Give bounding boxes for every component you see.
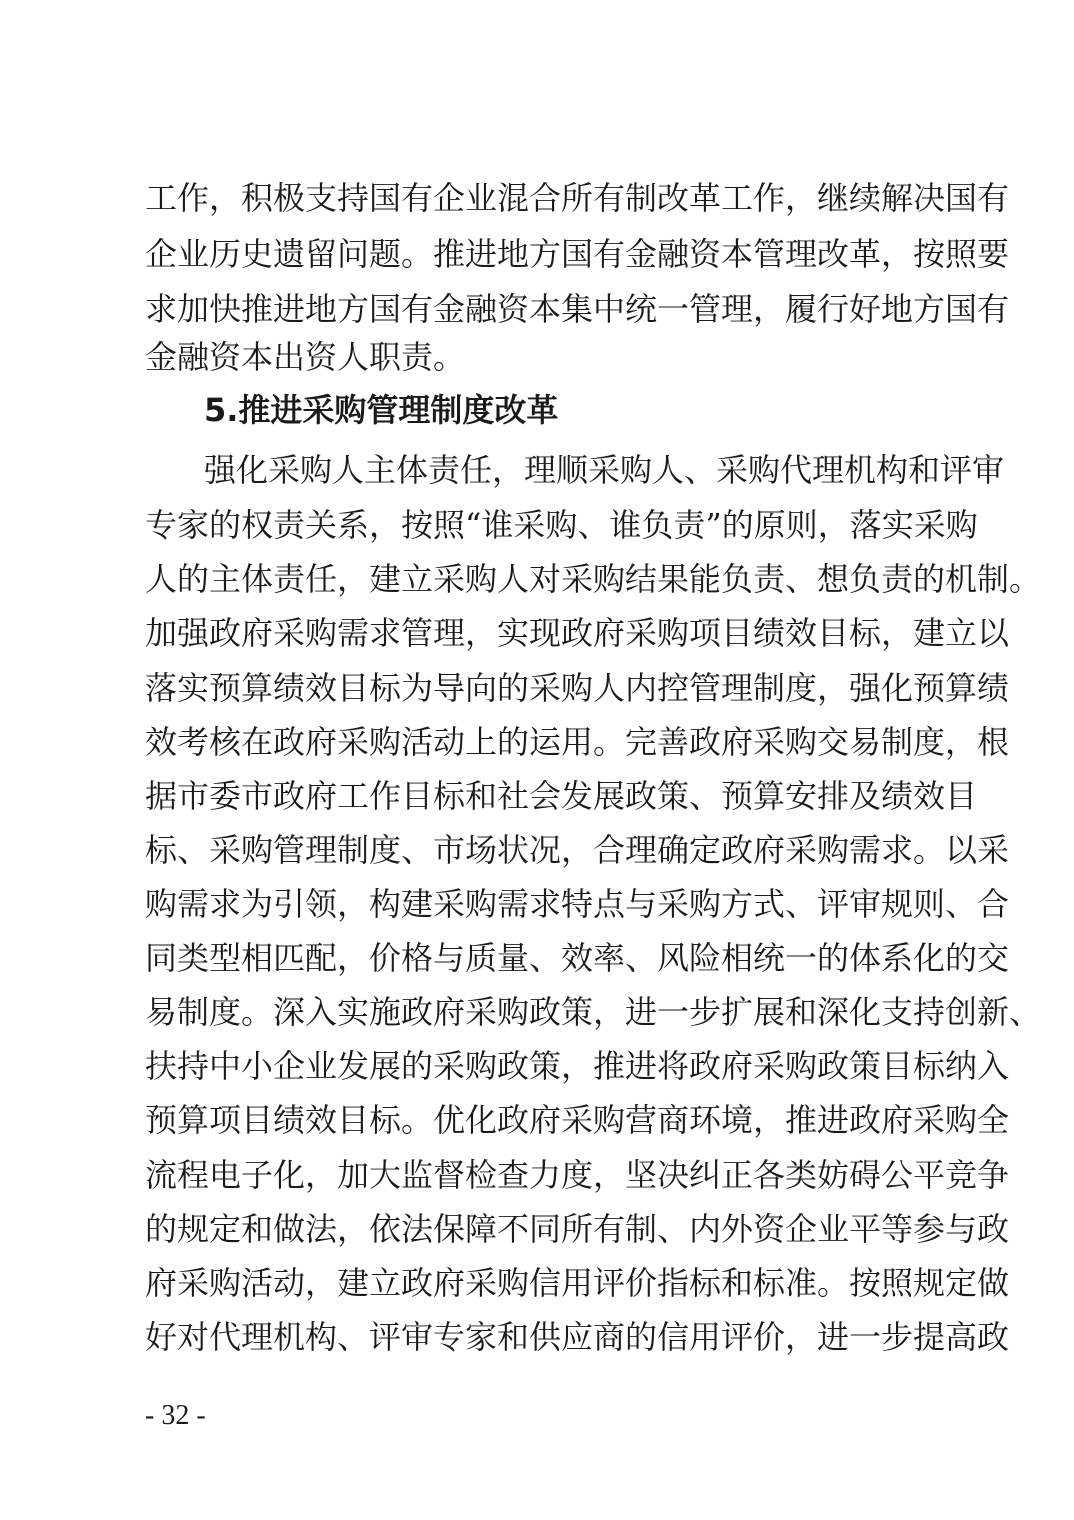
section-heading: 5.推进采购管理制度改革 xyxy=(204,391,559,429)
paragraph-2-line-11: 易制度。深入实施政府采购政策，进一步扩展和深化支持创新、 xyxy=(145,993,1042,1031)
paragraph-1-line-2: 企业历史遗留问题。推进地方国有金融资本管理改革，按照要 xyxy=(145,235,1010,273)
paragraph-1-line-1: 工作，积极支持国有企业混合所有制改革工作，继续解决国有 xyxy=(145,179,1010,217)
paragraph-2-line-4: 加强政府采购需求管理，实现政府采购项目绩效目标，建立以 xyxy=(145,614,1010,652)
paragraph-2-line-16: 府采购活动，建立政府采购信用评价指标和标准。按照规定做 xyxy=(145,1264,1010,1302)
paragraph-2-line-6: 效考核在政府采购活动上的运用。完善政府采购交易制度，根 xyxy=(145,723,1010,761)
paragraph-2-line-14: 流程电子化，加大监督检查力度，坚决纠正各类妨碍公平竞争 xyxy=(145,1156,1010,1194)
paragraph-2-line-3: 人的主体责任，建立采购人对采购结果能负责、想负责的机制。 xyxy=(145,560,1042,598)
paragraph-2-line-13: 预算项目绩效目标。优化政府采购营商环境，推进政府采购全 xyxy=(145,1101,1010,1139)
paragraph-2-line-15: 的规定和做法，依法保障不同所有制、内外资企业平等参与政 xyxy=(145,1210,1010,1248)
paragraph-1-line-4: 金融资本出资人职责。 xyxy=(145,338,466,376)
paragraph-1-line-3: 求加快推进地方国有金融资本集中统一管理，履行好地方国有 xyxy=(145,290,1010,328)
paragraph-2-line-8: 标、采购管理制度、市场状况，合理确定政府采购需求。以采 xyxy=(145,831,1010,869)
paragraph-2-line-5: 落实预算绩效目标为导向的采购人内控管理制度，强化预算绩 xyxy=(145,669,1010,707)
paragraph-2-line-2: 专家的权责关系，按照“谁采购、谁负责”的原则，落实采购 xyxy=(145,506,978,544)
page-number: - 32 - xyxy=(145,1400,206,1431)
paragraph-2-line-9: 购需求为引领，构建采购需求特点与采购方式、评审规则、合 xyxy=(145,885,1010,923)
paragraph-2-line-7: 据市委市政府工作目标和社会发展政策、预算安排及绩效目 xyxy=(145,777,978,815)
paragraph-2-line-17: 好对代理机构、评审专家和供应商的信用评价，进一步提高政 xyxy=(145,1318,1010,1356)
paragraph-2-line-12: 扶持中小企业发展的采购政策，推进将政府采购政策目标纳入 xyxy=(145,1047,1010,1085)
paragraph-2-line-10: 同类型相匹配，价格与质量、效率、风险相统一的体系化的交 xyxy=(145,939,1010,977)
paragraph-2-line-1: 强化采购人主体责任，理顺采购人、采购代理机构和评审 xyxy=(204,451,1005,489)
